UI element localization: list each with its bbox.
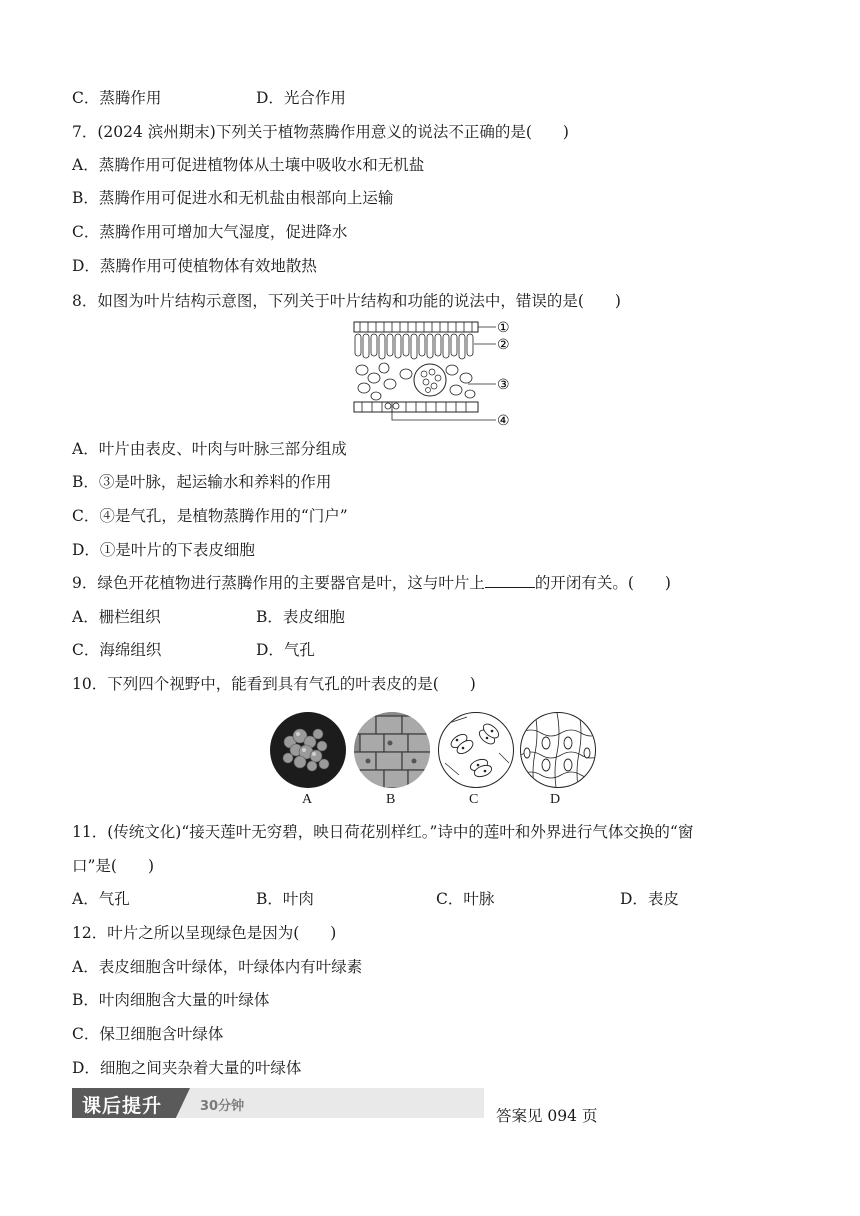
caption-c: C bbox=[469, 792, 479, 807]
diagram-label-4: ④ bbox=[497, 413, 510, 429]
q12-option-a: A．表皮细胞含叶绿体，叶绿体内有叶绿素 bbox=[72, 958, 363, 976]
q12-option-d: D．细胞之间夹杂着大量的叶绿体 bbox=[72, 1059, 302, 1077]
diagram-label-2: ② bbox=[497, 337, 510, 353]
q9-blank bbox=[485, 573, 535, 588]
q8-option-b: B．③是叶脉，起运输水和养料的作用 bbox=[72, 473, 332, 491]
q9-stem-pre: 9．绿色开花植物进行蒸腾作用的主要器官是叶，这与叶片上 bbox=[72, 574, 485, 592]
section-time: 30分钟 bbox=[200, 1099, 245, 1114]
diagram-label-3: ③ bbox=[497, 377, 510, 393]
q11-option-d: D．表皮 bbox=[620, 890, 679, 908]
q12-stem: 12．叶片之所以呈现绿色是因为( ) bbox=[72, 924, 337, 942]
q7-option-a: A．蒸腾作用可促进植物体从土壤中吸收水和无机盐 bbox=[72, 156, 425, 174]
q8-option-d: D．①是叶片的下表皮细胞 bbox=[72, 541, 255, 559]
q12-option-c: C．保卫细胞含叶绿体 bbox=[72, 1025, 224, 1043]
micrograph-b bbox=[354, 712, 430, 788]
q9-stem bbox=[72, 572, 671, 594]
q9-stem-post: 的开闭有关。( ) bbox=[534, 574, 671, 592]
q7-option-c: C．蒸腾作用可增加大气湿度，促进降水 bbox=[72, 223, 348, 241]
leaf-structure-diagram bbox=[348, 318, 518, 430]
q9-option-c: C．海绵组织 bbox=[72, 641, 162, 659]
q11-stem-line1: 11．(传统文化)“接天莲叶无穷碧，映日荷花别样红。”诗中的莲叶和外界进行气体交换的“窗 bbox=[72, 823, 694, 841]
q7-stem: 7．(2024 滨州期末)下列关于植物蒸腾作用意义的说法不正确的是( ) bbox=[72, 123, 569, 141]
micrograph-c bbox=[438, 712, 514, 788]
diagram-label-1: ① bbox=[497, 320, 510, 336]
section-title: 课后提升 bbox=[82, 1095, 163, 1117]
q9-option-b: B．表皮细胞 bbox=[256, 608, 345, 626]
q6-option-d: D．光合作用 bbox=[256, 89, 346, 107]
q8-option-c: C．④是气孔，是植物蒸腾作用的“门户” bbox=[72, 507, 348, 525]
q11-option-b: B．叶肉 bbox=[256, 890, 314, 908]
caption-d: D bbox=[550, 792, 561, 807]
q8-stem: 8．如图为叶片结构示意图，下列关于叶片结构和功能的说法中，错误的是( ) bbox=[72, 292, 621, 310]
q12-option-b: B．叶肉细胞含大量的叶绿体 bbox=[72, 991, 270, 1009]
micrograph-d bbox=[520, 712, 596, 788]
q6-option-c: C．蒸腾作用 bbox=[72, 89, 162, 107]
micrograph-a bbox=[270, 712, 346, 788]
answer-reference: 答案见 094 页 bbox=[496, 1107, 598, 1125]
caption-a: A bbox=[302, 792, 313, 807]
q7-option-b: B．蒸腾作用可促进水和无机盐由根部向上运输 bbox=[72, 189, 394, 207]
q7-option-d: D．蒸腾作用可使植物体有效地散热 bbox=[72, 257, 317, 275]
q11-stem-line2: 口”是( ) bbox=[72, 857, 155, 875]
q11-option-a: A．气孔 bbox=[72, 890, 130, 908]
q9-option-a: A．栅栏组织 bbox=[72, 608, 161, 626]
caption-b: B bbox=[386, 792, 396, 807]
q10-stem: 10．下列四个视野中，能看到具有气孔的叶表皮的是( ) bbox=[72, 675, 476, 693]
q8-option-a: A．叶片由表皮、叶肉与叶脉三部分组成 bbox=[72, 440, 347, 458]
section-banner bbox=[72, 1088, 484, 1118]
q11-option-c: C．叶脉 bbox=[436, 890, 495, 908]
q9-option-d: D．气孔 bbox=[256, 641, 315, 659]
